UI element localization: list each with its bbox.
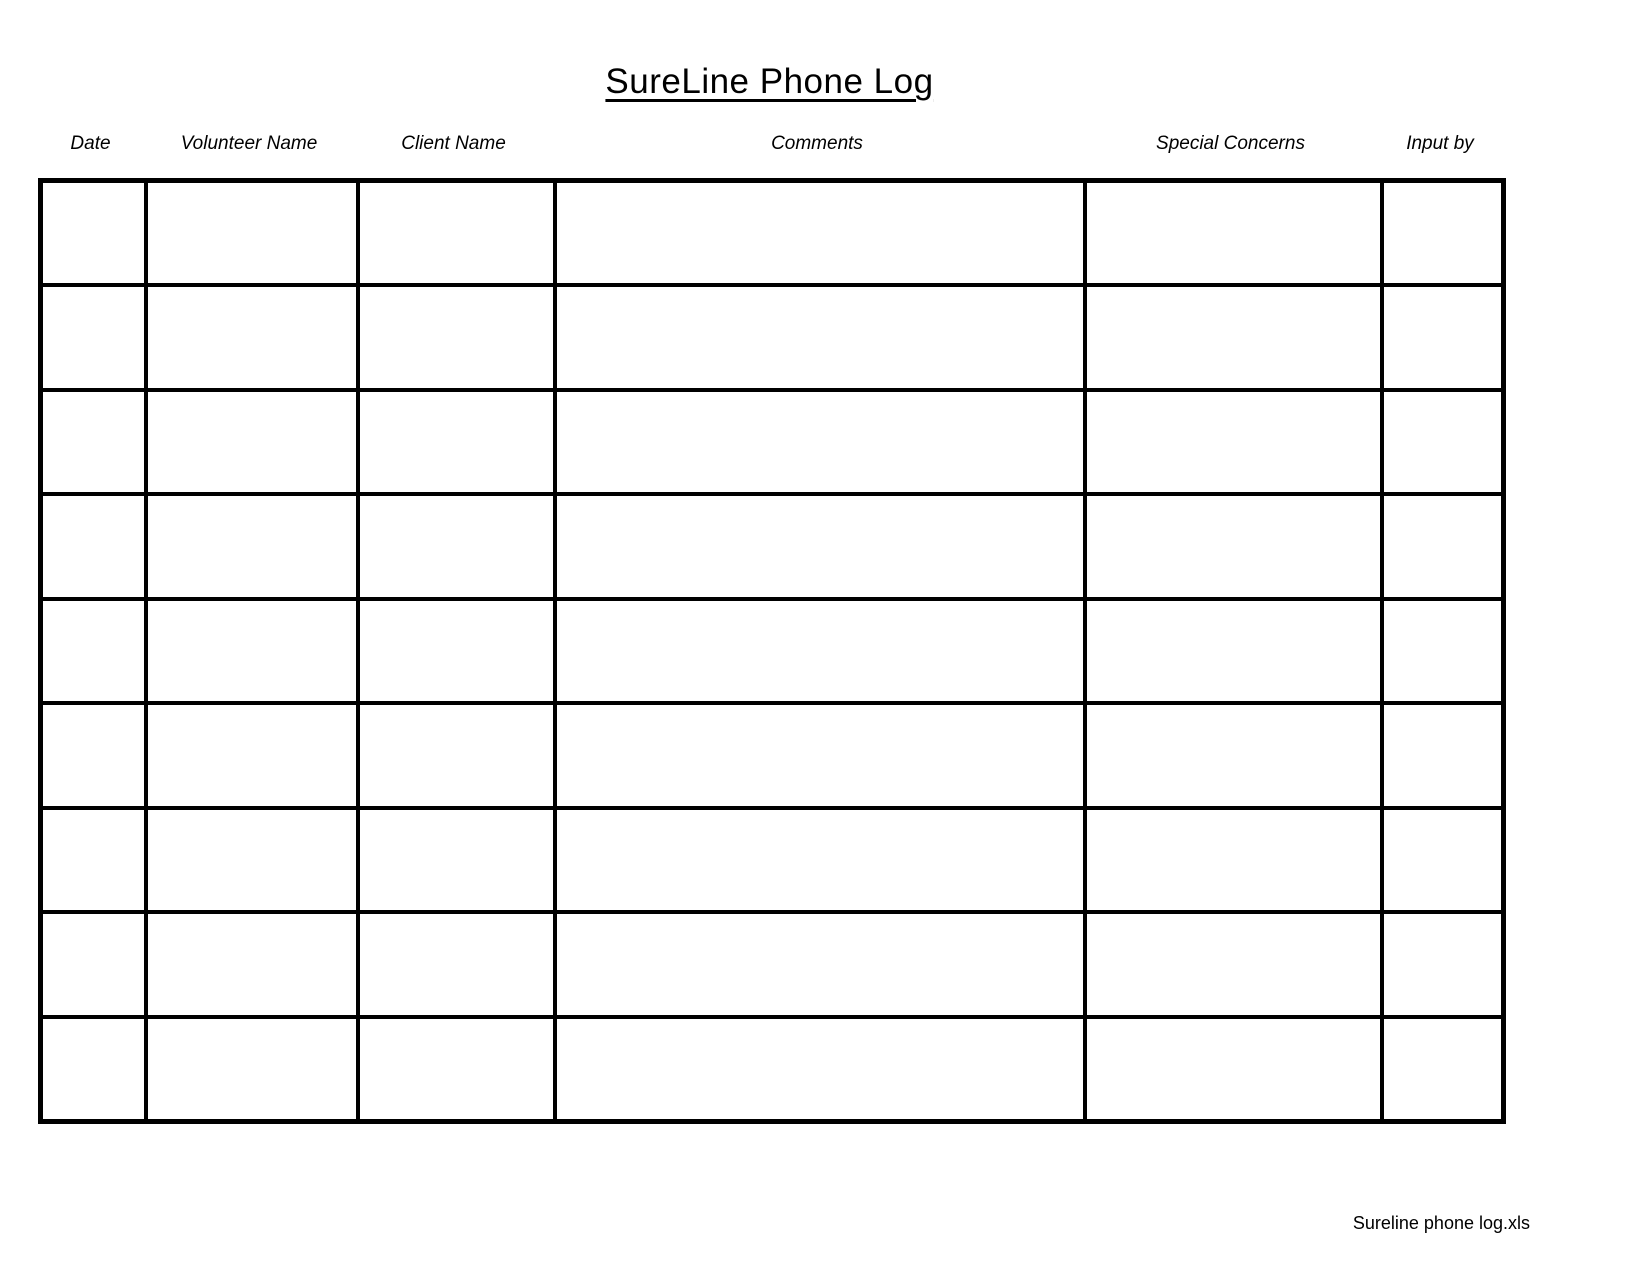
table-cell — [358, 912, 555, 1017]
table-cell — [146, 703, 358, 808]
table-cell — [358, 390, 555, 495]
table-cell — [146, 181, 358, 286]
table-cell — [555, 181, 1085, 286]
column-header-client-name: Client Name — [401, 133, 506, 154]
table-cell — [146, 599, 358, 704]
table-cell — [146, 912, 358, 1017]
table-cell — [41, 285, 146, 390]
table-cell — [1085, 285, 1382, 390]
table-cell — [1382, 285, 1504, 390]
table-cell — [358, 181, 555, 286]
table-row — [41, 390, 1504, 495]
phone-log-table-body — [41, 181, 1504, 1122]
table-cell — [146, 390, 358, 495]
table-cell — [146, 494, 358, 599]
table-row — [41, 494, 1504, 599]
phone-log-table — [38, 178, 1506, 1124]
table-cell — [358, 494, 555, 599]
column-header-date: Date — [70, 133, 111, 154]
table-cell — [555, 912, 1085, 1017]
table-cell — [1085, 181, 1382, 286]
table-cell — [1382, 703, 1504, 808]
table-cell — [1085, 390, 1382, 495]
table-row — [41, 808, 1504, 913]
table-row — [41, 285, 1504, 390]
table-cell — [41, 599, 146, 704]
column-header-input-by: Input by — [1406, 133, 1474, 154]
table-cell — [41, 181, 146, 286]
table-cell — [555, 285, 1085, 390]
table-cell — [555, 808, 1085, 913]
table-cell — [555, 494, 1085, 599]
column-headers — [38, 130, 1501, 158]
table-cell — [41, 1017, 146, 1122]
table-cell — [358, 808, 555, 913]
table-cell — [358, 1017, 555, 1122]
table-cell — [1382, 494, 1504, 599]
table-cell — [555, 1017, 1085, 1122]
table-cell — [41, 808, 146, 913]
table-cell — [1085, 703, 1382, 808]
table-cell — [1085, 912, 1382, 1017]
table-cell — [358, 599, 555, 704]
table-cell — [41, 494, 146, 599]
table-cell — [1382, 1017, 1504, 1122]
table-row — [41, 181, 1504, 286]
column-header-volunteer-name: Volunteer Name — [180, 133, 318, 154]
table-cell — [41, 912, 146, 1017]
column-header-comments: Comments — [771, 133, 863, 154]
table-cell — [1382, 390, 1504, 495]
table-cell — [358, 285, 555, 390]
table-cell — [146, 1017, 358, 1122]
table-cell — [1382, 599, 1504, 704]
table-cell — [1085, 808, 1382, 913]
table-cell — [1085, 494, 1382, 599]
table-row — [41, 599, 1504, 704]
table-cell — [358, 703, 555, 808]
table-row — [41, 1017, 1504, 1122]
table-cell — [41, 703, 146, 808]
table-row — [41, 703, 1504, 808]
table-cell — [1085, 1017, 1382, 1122]
table-cell — [1382, 181, 1504, 286]
footer-filename: Sureline phone log.xls — [1352, 1213, 1530, 1233]
page-title: SureLine Phone Log — [605, 62, 934, 101]
column-header-special-concerns: Special Concerns — [1156, 133, 1305, 154]
table-cell — [146, 285, 358, 390]
table-cell — [555, 703, 1085, 808]
table-cell — [555, 390, 1085, 495]
table-cell — [41, 390, 146, 495]
table-cell — [555, 599, 1085, 704]
table-row — [41, 912, 1504, 1017]
table-cell — [1382, 912, 1504, 1017]
table-cell — [1382, 808, 1504, 913]
table-cell — [146, 808, 358, 913]
table-cell — [1085, 599, 1382, 704]
